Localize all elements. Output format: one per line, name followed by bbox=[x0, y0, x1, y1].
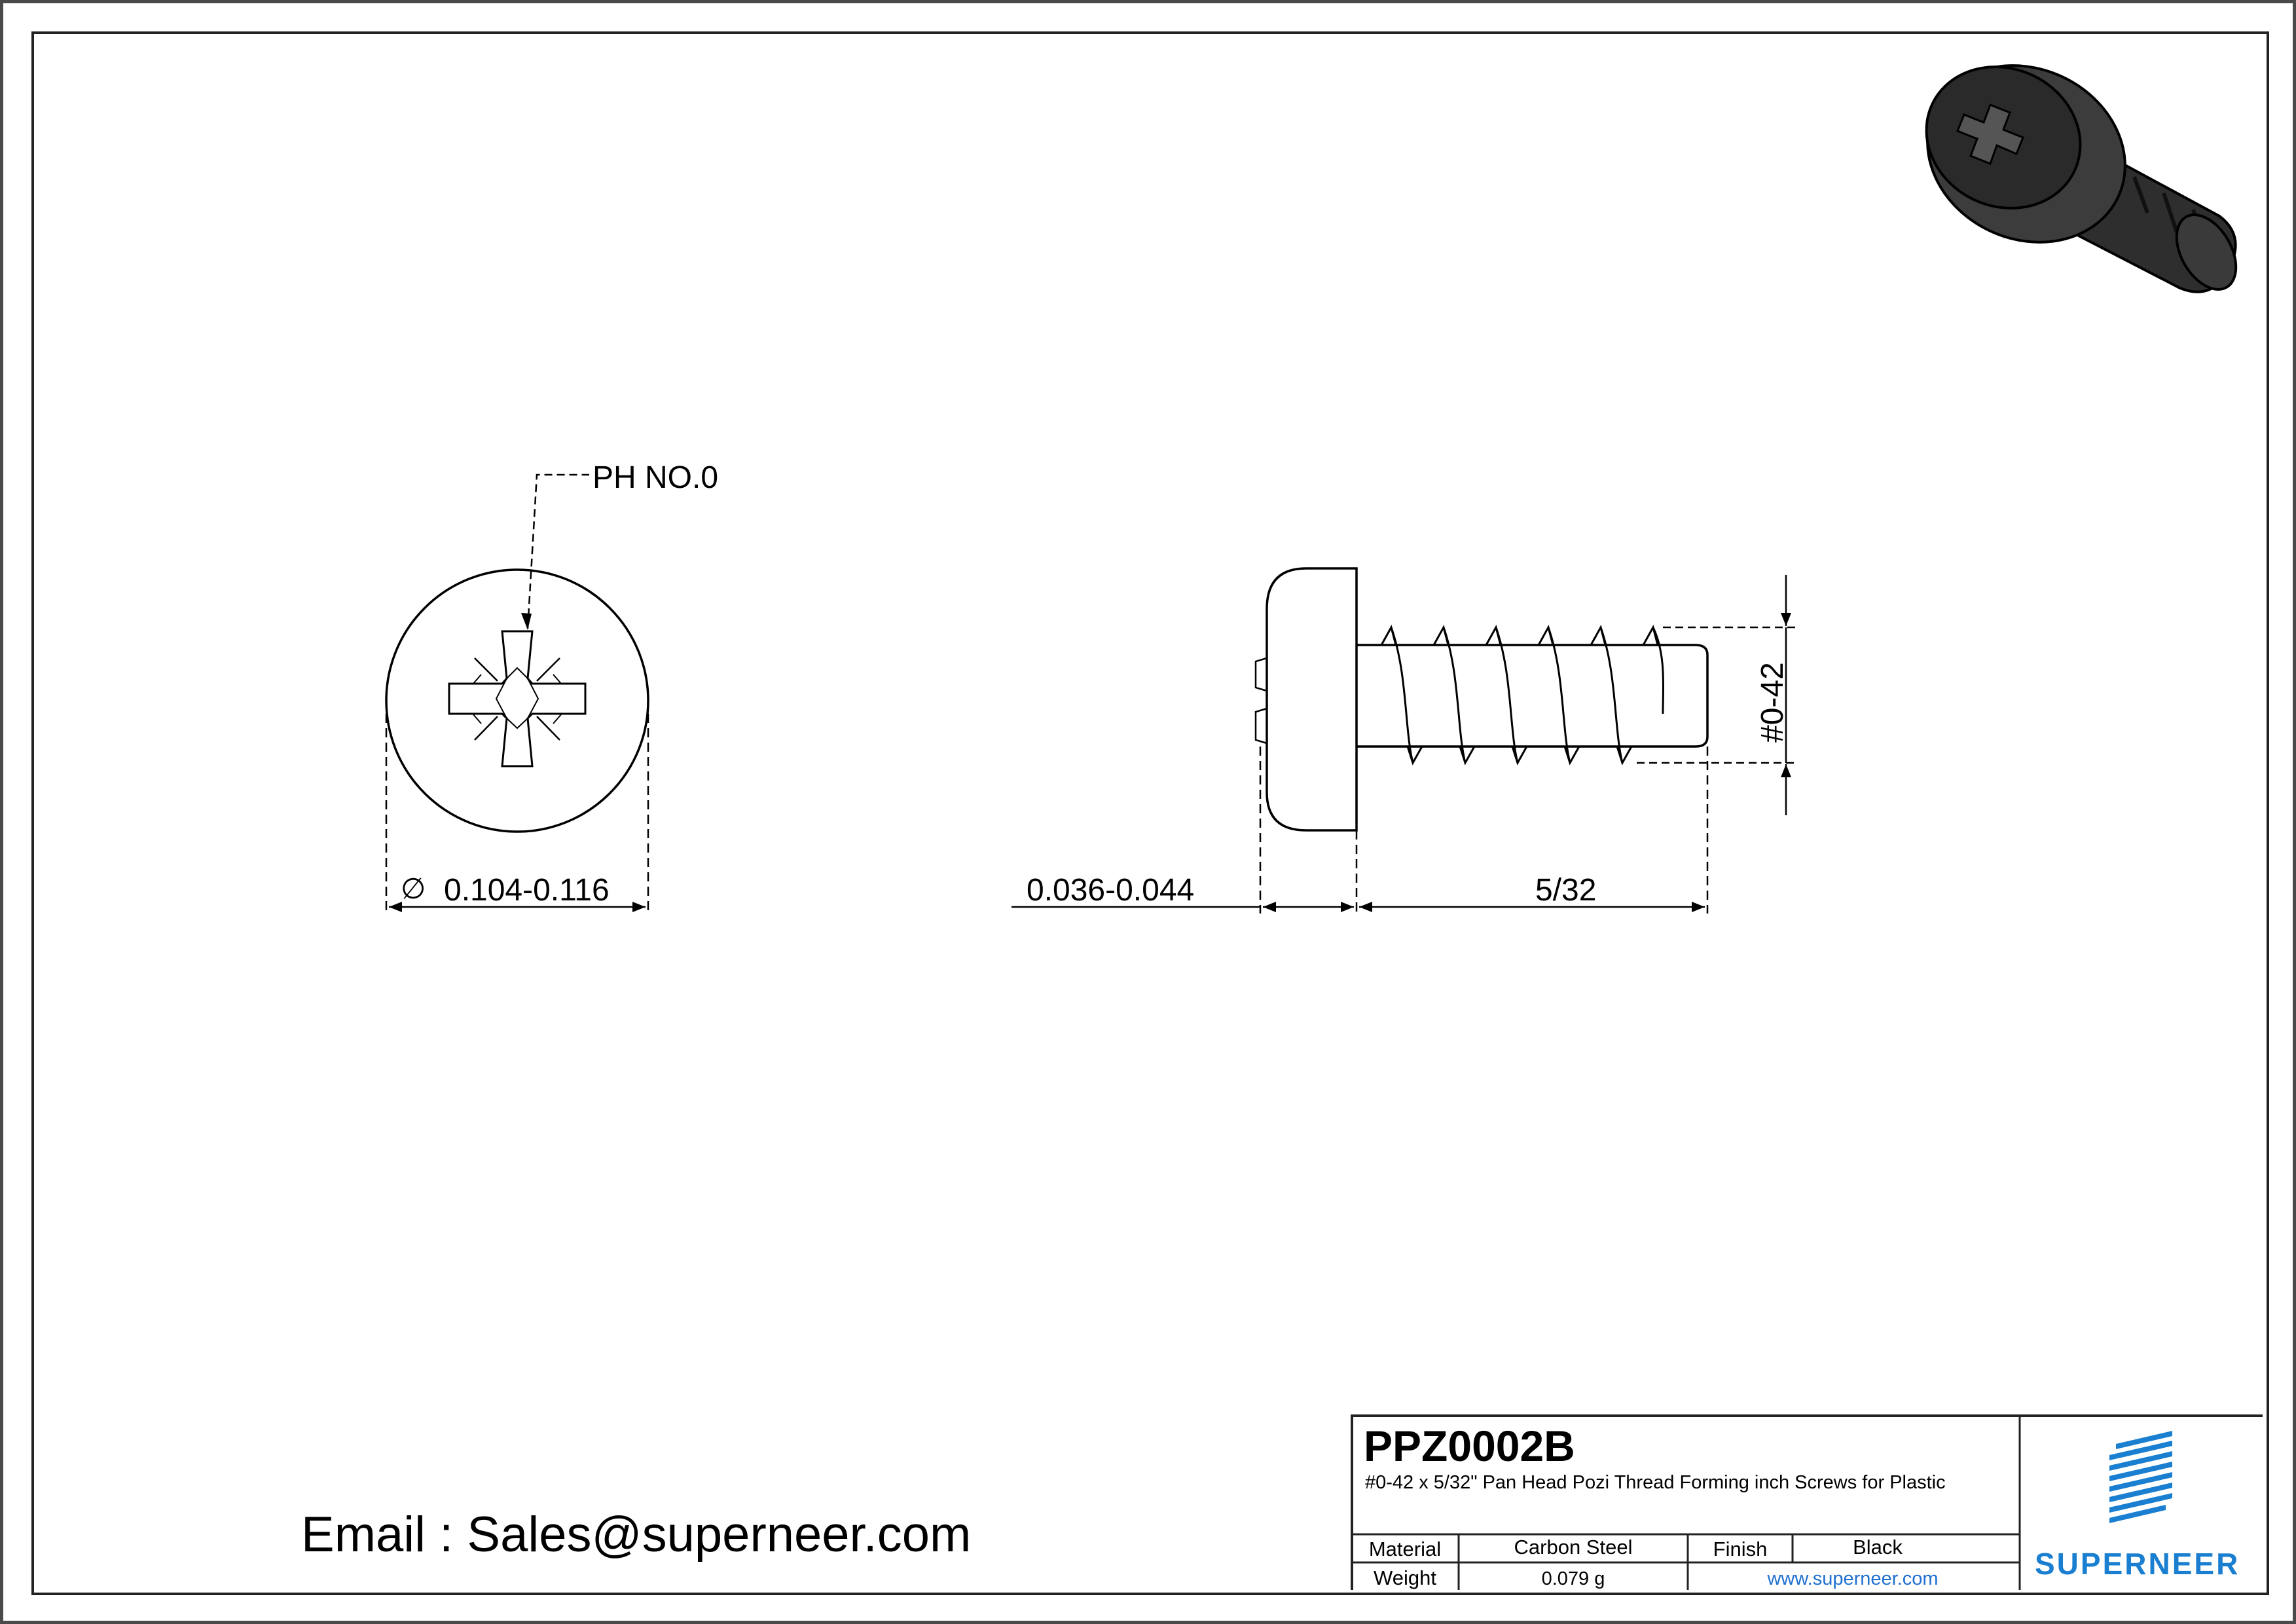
brand-name: SUPERNEER bbox=[2035, 1547, 2240, 1581]
thread-profile bbox=[1381, 627, 1664, 763]
website-link[interactable]: www.superneer.com bbox=[1767, 1568, 1939, 1589]
material-label: Material bbox=[1368, 1538, 1442, 1560]
shank-outline bbox=[1357, 645, 1707, 747]
head-diameter-label: 0.104-0.116 bbox=[444, 873, 610, 908]
weight-label: Weight bbox=[1374, 1566, 1436, 1589]
part-description: #0-42 x 5/32" Pan Head Pozi Thread Forming inch Screws for Plastic bbox=[1365, 1472, 1946, 1493]
contact-email[interactable]: Email : Sales@superneer.com bbox=[301, 1507, 972, 1562]
top-view bbox=[386, 475, 648, 913]
finish-label: Finish bbox=[1713, 1538, 1768, 1560]
head-outline-circle bbox=[386, 570, 648, 832]
weight-value: 0.079 g bbox=[1541, 1568, 1605, 1589]
part-code: PPZ0002B bbox=[1364, 1422, 1575, 1470]
head-profile bbox=[1267, 568, 1357, 830]
pozi-recess-icon bbox=[449, 631, 585, 766]
thread-label: #0-42 bbox=[1755, 662, 1790, 743]
head-height-label: 0.036-0.044 bbox=[1027, 873, 1195, 908]
material-value: Carbon Steel bbox=[1514, 1536, 1633, 1559]
drive-label: PH NO.0 bbox=[592, 460, 719, 495]
screw-3d-illustration bbox=[1899, 34, 2248, 300]
side-view bbox=[1011, 568, 1795, 913]
finish-value: Black bbox=[1853, 1536, 1903, 1559]
length-label: 5/32 bbox=[1535, 873, 1597, 908]
diameter-symbol: ∅ bbox=[401, 872, 426, 906]
